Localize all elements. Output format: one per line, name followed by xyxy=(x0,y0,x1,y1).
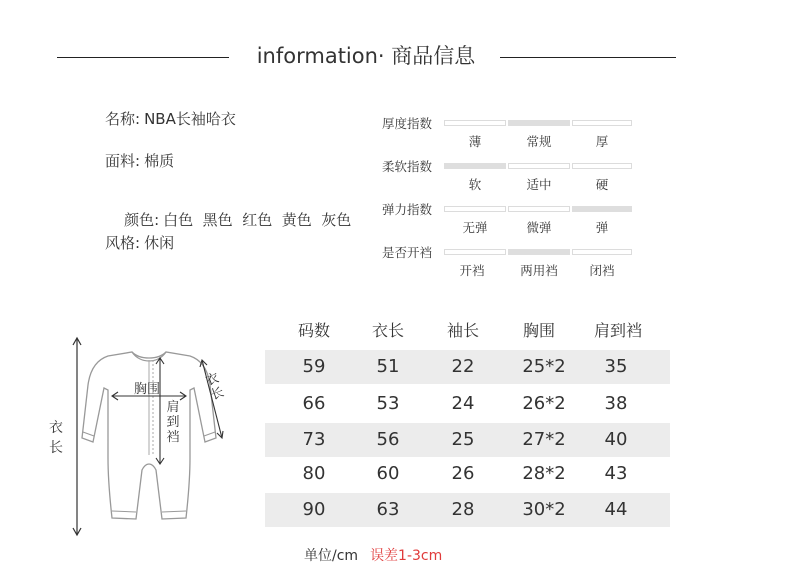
table-cell: 28 xyxy=(451,499,475,520)
table-cell: 25*2 xyxy=(522,356,566,377)
table-cell: 22 xyxy=(451,356,475,377)
size-table-header xyxy=(265,318,670,342)
rating-option: 硬 xyxy=(595,177,609,192)
page-title: information· 商品信息 xyxy=(256,44,476,68)
table-cell: 28*2 xyxy=(522,463,566,484)
table-cell: 90 xyxy=(302,499,326,520)
diagram-side-length-label: 衣长 xyxy=(203,370,227,404)
rating-segment xyxy=(444,206,506,212)
table-cell: 27*2 xyxy=(522,429,566,450)
rating-segment-active xyxy=(572,206,632,212)
table-cell: 59 xyxy=(302,356,326,377)
info-label: 名称: xyxy=(105,110,141,128)
table-cell: 51 xyxy=(376,356,400,377)
rating-label: 弹力指数 xyxy=(382,202,433,217)
rating-segment-active xyxy=(508,249,570,255)
info-label: 风格: xyxy=(105,234,141,252)
rating-option: 薄 xyxy=(468,134,482,149)
info-row-name xyxy=(105,108,240,129)
rating-segment xyxy=(444,249,506,255)
table-cell: 73 xyxy=(302,429,326,450)
info-row-fabric xyxy=(105,150,178,171)
info-value: 棉质 xyxy=(144,152,175,170)
rating-segment xyxy=(508,206,570,212)
table-cell: 44 xyxy=(604,499,628,520)
table-row xyxy=(265,387,670,421)
diagram-length-label: 衣长 xyxy=(49,420,63,456)
table-cell: 38 xyxy=(604,393,628,414)
rating-segment-active xyxy=(444,163,506,169)
rating-option: 两用裆 xyxy=(520,263,558,278)
error-label: 误差1-3cm xyxy=(370,548,443,564)
rating-option: 软 xyxy=(468,177,482,192)
rating-option: 弹 xyxy=(595,220,609,235)
rating-elasticity xyxy=(382,196,634,236)
table-cell: 80 xyxy=(302,463,326,484)
info-row-style xyxy=(105,232,178,253)
rating-segment xyxy=(572,163,632,169)
rating-option: 微弹 xyxy=(526,220,552,235)
table-cell: 63 xyxy=(376,499,400,520)
rating-option: 闭裆 xyxy=(589,263,615,278)
title-divider-left xyxy=(57,57,229,58)
table-cell: 53 xyxy=(376,393,400,414)
table-row xyxy=(265,350,670,384)
header-size: 码数 xyxy=(297,321,330,340)
table-cell: 56 xyxy=(376,429,400,450)
header-chest: 胸围 xyxy=(522,321,555,340)
table-row xyxy=(265,423,670,457)
table-cell: 60 xyxy=(376,463,400,484)
romper-diagram xyxy=(40,330,240,545)
rating-option: 常规 xyxy=(526,134,552,149)
rating-segment-active xyxy=(508,120,570,126)
rating-option: 适中 xyxy=(526,177,552,192)
info-value: NBA长袖哈衣 xyxy=(144,110,236,128)
diagram-chest-label: 胸围 xyxy=(134,382,161,397)
unit-label: 单位/cm xyxy=(304,548,359,564)
rating-thickness xyxy=(382,110,634,150)
rating-softness xyxy=(382,153,634,193)
rating-option: 厚 xyxy=(595,134,609,149)
rating-segment xyxy=(508,163,570,169)
table-cell: 43 xyxy=(604,463,628,484)
rating-crotch xyxy=(382,239,634,279)
info-value: 白色 黑色 红色 黄色 灰色 xyxy=(163,211,352,229)
header-length: 衣长 xyxy=(371,321,404,340)
diagram-shoulder-crotch-label: 肩到裆 xyxy=(166,400,180,445)
header-sleeve: 袖长 xyxy=(446,321,479,340)
table-cell: 26*2 xyxy=(522,393,566,414)
rating-label: 厚度指数 xyxy=(382,116,433,131)
table-row xyxy=(265,457,670,491)
rating-segment xyxy=(572,249,632,255)
table-cell: 26 xyxy=(451,463,475,484)
table-cell: 24 xyxy=(451,393,475,414)
table-cell: 66 xyxy=(302,393,326,414)
rating-label: 柔软指数 xyxy=(382,159,433,174)
info-value: 休闲 xyxy=(144,234,175,252)
info-label: 面料: xyxy=(105,152,141,170)
table-row xyxy=(265,493,670,527)
table-cell: 35 xyxy=(604,356,628,377)
header-shoulder-crotch: 肩到裆 xyxy=(593,321,642,340)
rating-option: 无弹 xyxy=(462,220,488,235)
measurement-note xyxy=(304,545,442,565)
rating-option: 开裆 xyxy=(459,263,485,278)
info-label: 颜色: xyxy=(124,211,160,229)
title-divider-right xyxy=(500,57,676,58)
rating-label: 是否开裆 xyxy=(382,245,433,260)
table-cell: 40 xyxy=(604,429,628,450)
rating-segment xyxy=(444,120,506,126)
table-cell: 25 xyxy=(451,429,475,450)
table-cell: 30*2 xyxy=(522,499,566,520)
rating-segment xyxy=(572,120,632,126)
